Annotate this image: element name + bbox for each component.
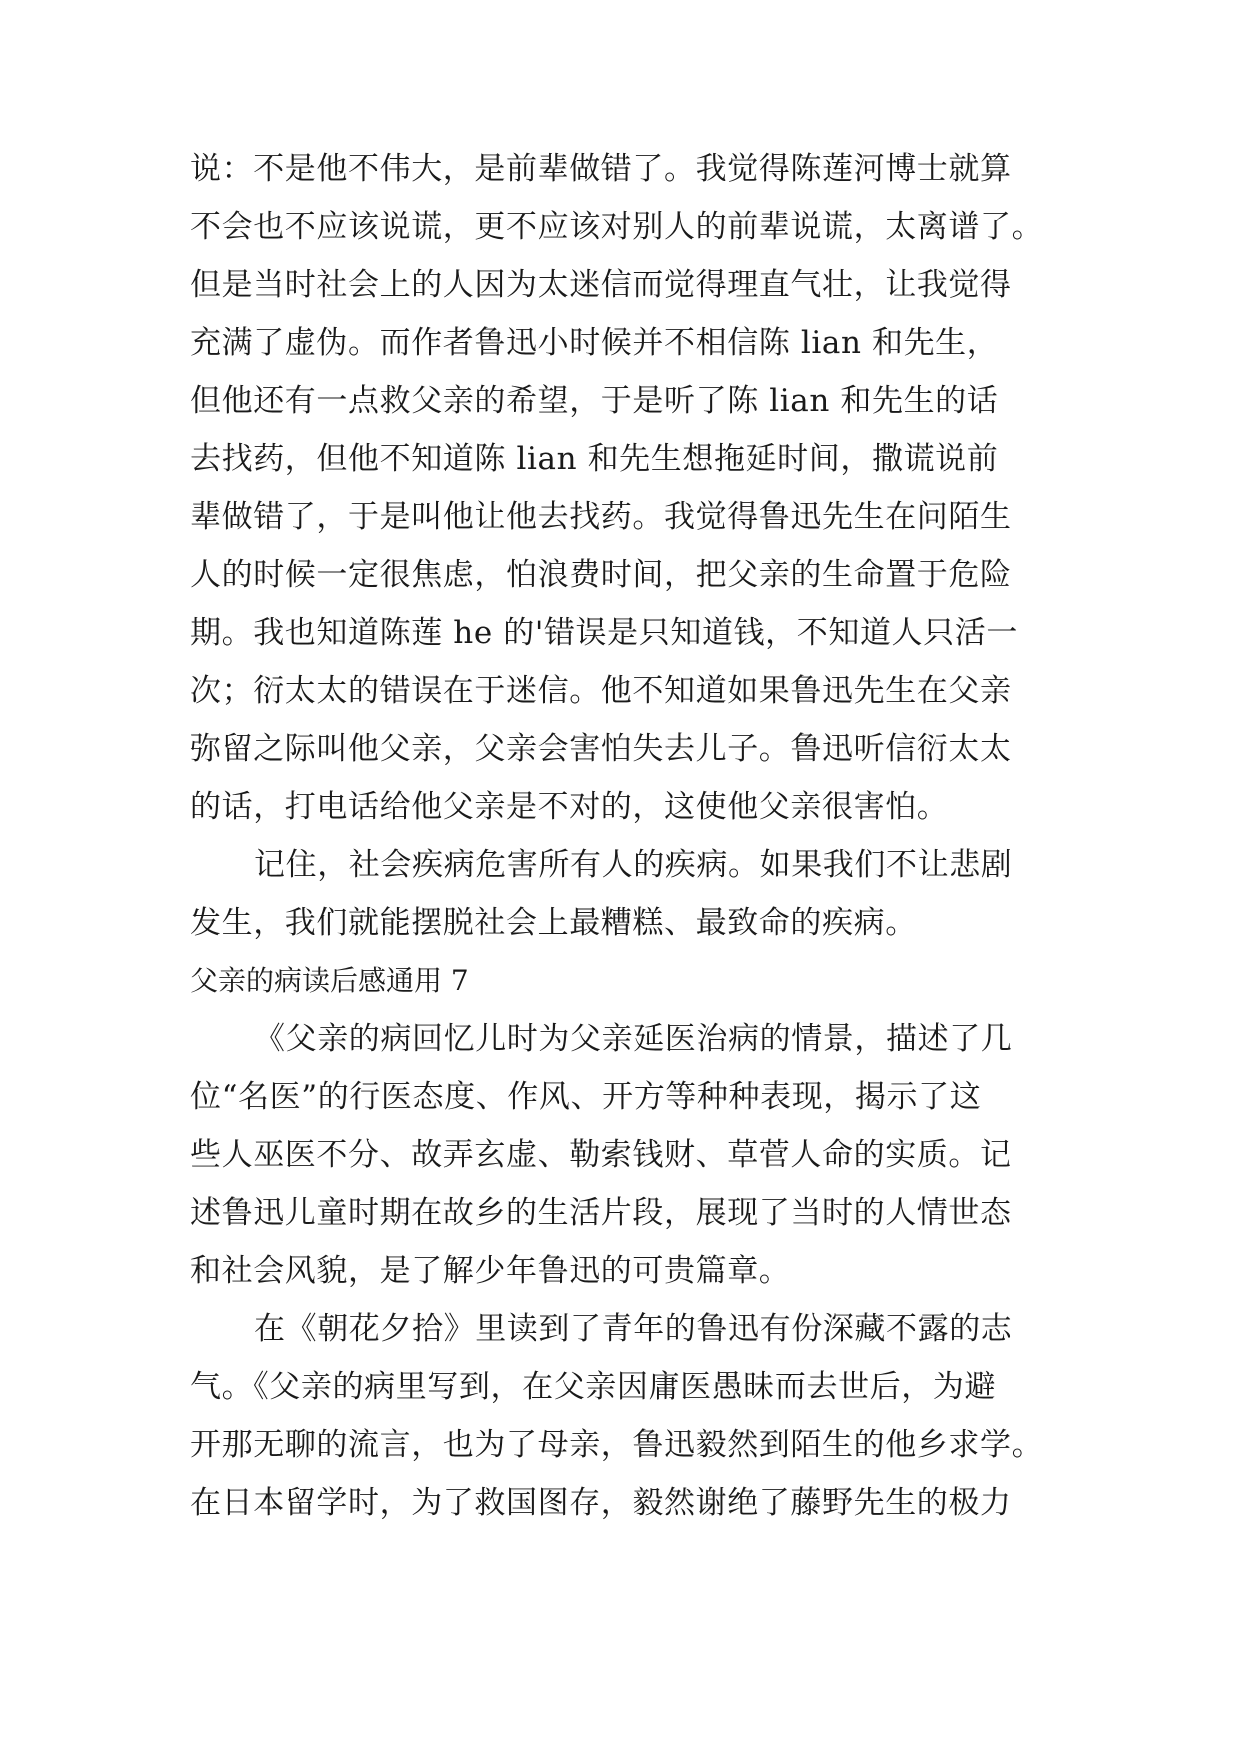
- text-line: 辈做错了，于是叫他让他去找药。我觉得鲁迅先生在问陌生: [190, 499, 1012, 535]
- text-line: 去找药，但他不知道陈 lian 和先生想拖延时间，撒谎说前: [190, 441, 999, 477]
- section-heading: 父亲的病读后感通用 7: [190, 964, 469, 997]
- paragraph-3: [190, 1010, 1052, 1300]
- text-line: 不会也不应该说谎，更不应该对别人的前辈说谎，太离谱了。: [190, 209, 1044, 245]
- text-line: 充满了虚伪。而作者鲁迅小时候并不相信陈 lian 和先生，: [190, 325, 999, 361]
- text-line: 气。《父亲的病里写到，在父亲因庸医愚昧而去世后，为避: [190, 1369, 997, 1405]
- text-line: 发生，我们就能摆脱社会上最糟糕、最致命的疾病。: [190, 905, 917, 941]
- text-line: 次；衍太太的错误在于迷信。他不知道如果鲁迅先生在父亲: [190, 673, 1012, 709]
- text-line: 说：不是他不伟大，是前辈做错了。我觉得陈莲河博士就算: [190, 151, 1012, 187]
- text-line: 位“名医”的行医态度、作风、开方等种种表现，揭示了这: [190, 1079, 982, 1115]
- text-line: 《父亲的病回忆儿时为父亲延医治病的情景，描述了几: [254, 1021, 1013, 1057]
- text-line: 人的时候一定很焦虑，怕浪费时间，把父亲的生命置于危险: [190, 557, 1012, 593]
- text-line: 期。我也知道陈莲 he 的'错误是只知道钱，不知道人只活一: [190, 615, 1018, 651]
- text-line: 但是当时社会上的人因为太迷信而觉得理直气壮，让我觉得: [190, 267, 1012, 303]
- text-line: 的话，打电话给他父亲是不对的，这使他父亲很害怕。: [190, 789, 949, 825]
- text-line: 记住，社会疾病危害所有人的疾病。如果我们不让悲剧: [254, 847, 1013, 883]
- text-line: 在《朝花夕拾》里读到了青年的鲁迅有份深藏不露的志: [254, 1311, 1013, 1347]
- text-line: 些人巫医不分、故弄玄虚、勒索钱财、草菅人命的实质。记: [190, 1137, 1012, 1173]
- paragraph-4: [190, 1300, 1052, 1532]
- text-line: 和社会风貌，是了解少年鲁迅的可贵篇章。: [190, 1253, 791, 1289]
- paragraph-2: [190, 836, 1052, 952]
- text-line: 弥留之际叫他父亲，父亲会害怕失去儿子。鲁迅听信衍太太: [190, 731, 1012, 767]
- text-line: 开那无聊的流言，也为了母亲，鲁迅毅然到陌生的他乡求学。: [190, 1427, 1044, 1463]
- paragraph-1: [190, 140, 1052, 836]
- text-line: 但他还有一点救父亲的希望，于是听了陈 lian 和先生的话: [190, 383, 999, 419]
- text-line: 在日本留学时，为了救国图存，毅然谢绝了藤野先生的极力: [190, 1485, 1012, 1521]
- text-line: 述鲁迅儿童时期在故乡的生活片段，展现了当时的人情世态: [190, 1195, 1012, 1231]
